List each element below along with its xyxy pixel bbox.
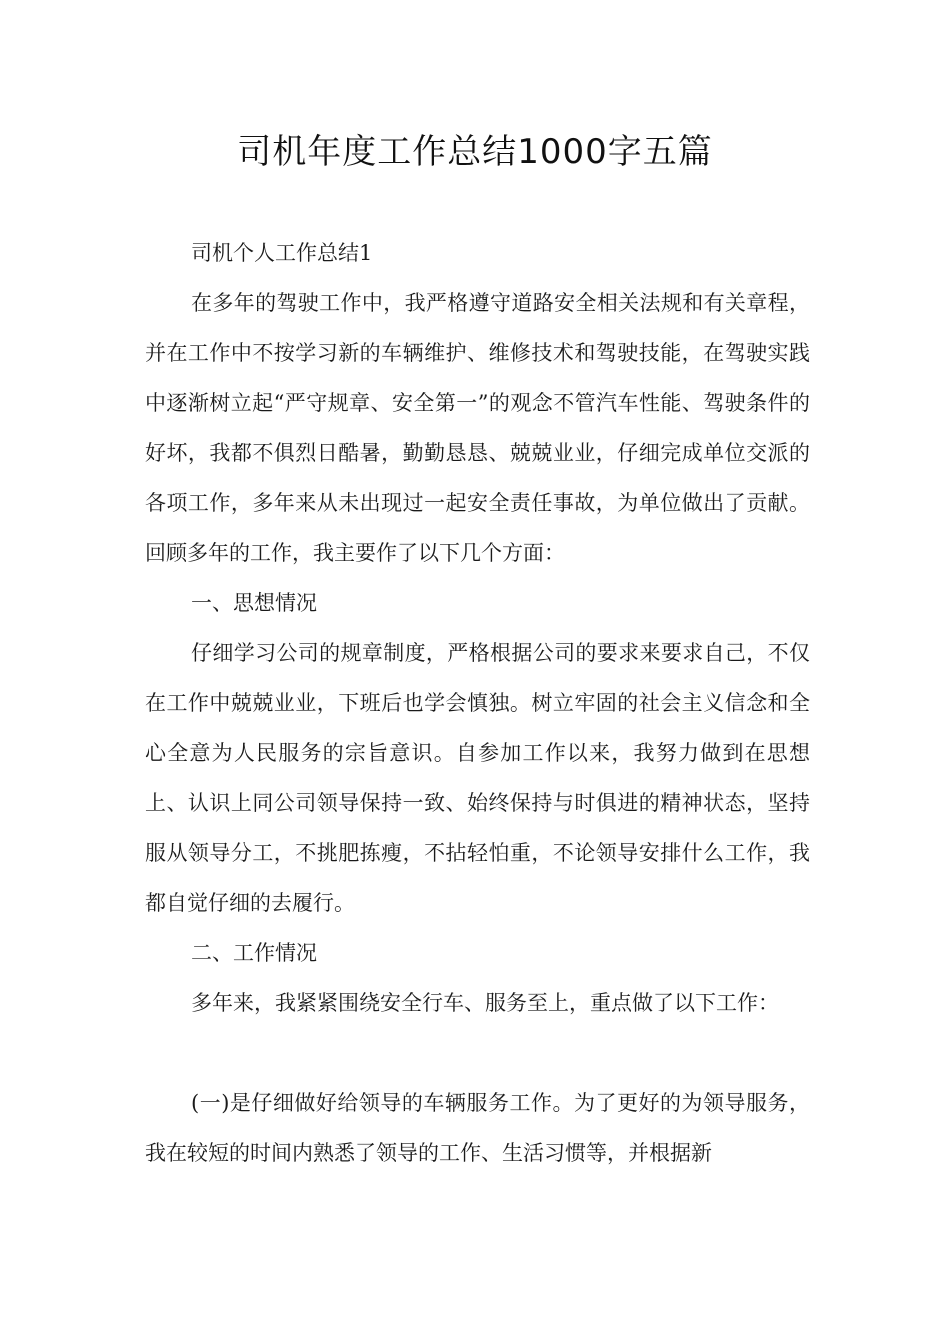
document-title: 司机年度工作总结1000字五篇 [237, 132, 713, 172]
section-heading-summary-1: 司机个人工作总结1 [191, 241, 373, 265]
section-heading-thinking: 一、思想情况 [191, 591, 317, 615]
document-body [145, 228, 810, 1178]
paragraph-work-intro: 多年来，我紧紧围绕安全行车、服务至上，重点做了以下工作： [191, 991, 779, 1015]
blank-line [145, 1028, 810, 1078]
paragraph-intro: 在多年的驾驶工作中，我严格遵守道路安全相关法规和有关章程，并在工作中不按学习新的车辆维护、维修技术和驾驶技能，在驾驶实践中逐渐树立起“严守规章、安全第一”的观念不管汽车性能、驾驶条件的好坏，我都不俱烈日酷暑，勤勤恳恳、兢兢业业，仔细完成单位交派的各项工作，多年来从未出现过一起安全责任事故，为单位做出了贡献。回顾多年的工作，我主要作了以下几个方面： [145, 291, 810, 565]
paragraph-work-item-1: (一)是仔细做好给领导的车辆服务工作。为了更好的为领导服务，我在较短的时间内熟悉了领导的工作、生活习惯等，并根据新 [145, 1091, 810, 1165]
paragraph-thinking: 仔细学习公司的规章制度，严格根据公司的要求来要求自己，不仅在工作中兢兢业业，下班后也学会慎独。树立牢固的社会主义信念和全心全意为人民服务的宗旨意识。自参加工作以来，我努力做到在思想上、认识上同公司领导保持一致、始终保持与时俱进的精神状态，坚持服从领导分工，不挑肥拣瘦，不拈轻怕重，不论领导安排什么工作，我都自觉仔细的去履行。 [145, 641, 810, 915]
section-heading-work: 二、工作情况 [191, 941, 317, 965]
